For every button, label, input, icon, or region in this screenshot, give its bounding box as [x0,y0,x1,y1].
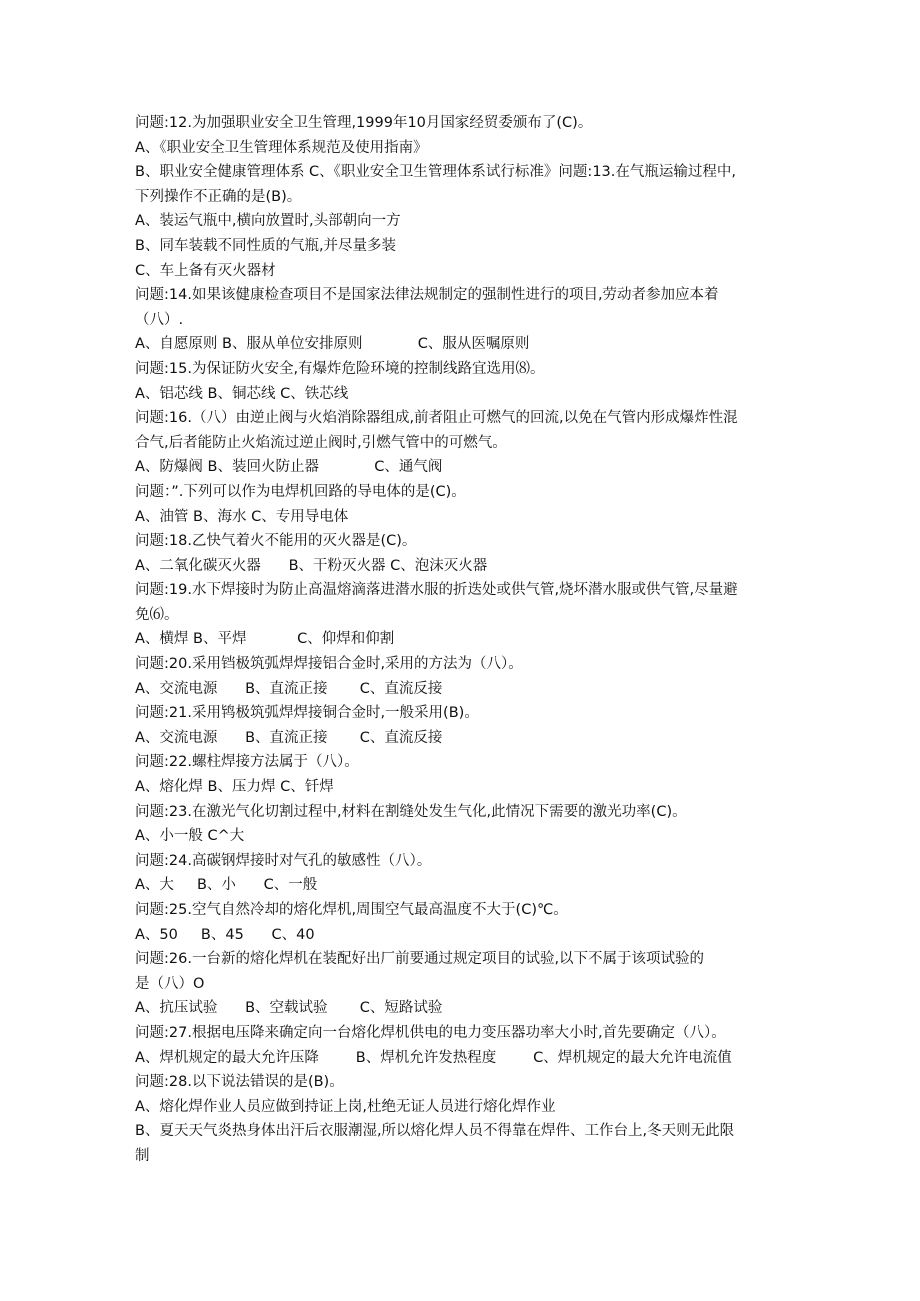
text-line: C、车上备有灭火器材 [135,262,276,279]
text-line: A、铝芯线 B、铜芯线 C、铁芯线 [135,385,349,402]
text-line: 问题:15.为保证防火安全,有爆炸危险环境的控制线路宜选用⑻。 [135,360,545,377]
text-line: B、夏天天气炎热身体出汗后衣服潮湿,所以熔化焊人员不得靠在焊件、工作台上,冬天则无此限 [135,1123,735,1140]
text-line: 问题:20.采用铛极筑弧焊焊接铝合金时,采用的方法为（八）。 [135,656,523,673]
document-body [135,111,785,1169]
text-line: A、小一般 C^大 [135,828,245,845]
text-line: 是（八）O [135,975,205,992]
text-line: A、大 B、小 C、一般 [135,877,318,894]
text-line: 问题:19.水下焊接时为防止高温熔滴落进潜水服的折迭处或供气管,烧坏潜水服或供气管,尽量避 [135,582,738,599]
text-line: B、同车装载不同性质的气瓶,并尽量多装 [135,237,397,254]
text-line: A、熔化焊 B、压力焊 C、钎焊 [135,779,334,796]
text-line: 问题:16.（八）由逆止阀与火焰消除器组成,前者阻止可燃气的回流,以免在气管内形成爆炸性混 [135,410,738,427]
text-line: 问题:18.乙快气着火不能用的灭火器是(C)。 [135,533,417,550]
text-line: 下列操作不正确的是(B)。 [135,188,302,205]
text-line: A、交流电源 B、直流正接 C、直流反接 [135,729,443,746]
text-line: 问题:25.空气自然冷却的熔化焊机,周围空气最高温度不大于(C)℃。 [135,902,568,918]
text-line: A、抗压试验 B、空载试验 C、短路试验 [135,1000,443,1017]
text-line: A、《职业安全卫生管理体系规范及使用指南》 [135,139,428,156]
text-line: A、自愿原则 B、服从单位安排原则 C、服从医嘱原则 [135,336,530,353]
text-line: 问题:24.高碳钢焊接时对气孔的敏感性（八）。 [135,852,432,869]
text-line: A、交流电源 B、直流正接 C、直流反接 [135,680,443,697]
text-line: 问题:14.如果该健康检查项目不是国家法律法规制定的强制性进行的项目,劳动者参加应本着 [135,287,719,304]
text-line: A、装运气瓶中,横向放置时,头部朝向一方 [135,213,401,230]
text-line: A、焊机规定的最大允许压降 B、焊机允许发热程度 C、焊机规定的最大允许电流值 [135,1049,732,1066]
text-line: A、横焊 B、平焊 C、仰焊和仰割 [135,631,395,648]
text-line: 问题:12.为加强职业安全卫生管理,1999年10月国家经贸委颁布了(C)。 [135,115,593,131]
text-line: 制 [135,1147,150,1164]
text-line: 问题:22.螺柱焊接方法属于（八）。 [135,754,359,771]
text-line: A、熔化焊作业人员应做到持证上岗,杜绝无证人员进行熔化焊作业 [135,1098,556,1115]
text-line: A、二氧化碳灭火器 B、干粉灭火器 C、泡沫灭火器 [135,557,488,574]
text-line: 问题:27.根据电压降来确定向一台熔化焊机供电的电力变压器功率大小时,首先要确定（八）。 [135,1024,726,1041]
text-line: （八）. [135,311,184,328]
text-line: 问题：”.下列可以作为电焊机回路的导电体的是(C)。 [135,483,466,500]
text-line: A、油管 B、海水 C、专用导电体 [135,508,349,525]
text-line: A、50 B、45 C、40 [135,926,315,943]
text-line: 问题:26.一台新的熔化焊机在装配好出厂前要通过规定项目的试验,以下不属于该项试验的 [135,951,705,968]
text-line: 免⑹。 [135,606,179,623]
text-line: 合气,后者能防止火焰流过逆止阀时,引燃气管中的可燃气。 [135,434,507,451]
text-line: 问题:21.采用鸨极筑弧焊焊接铜合金时,一般采用(B)。 [135,705,479,722]
text-line: 问题:23.在激光气化切割过程中,材料在割缝处发生气化,此情况下需要的激光功率(C)。 [135,803,687,820]
text-line: A、防爆阀 B、装回火防止器 C、通气阀 [135,459,443,476]
text-line: B、职业安全健康管理体系 C、《职业安全卫生管理体系试行标准》问题:13.在气瓶运输过程中, [135,164,736,181]
text-line: 问题:28.以下说法错误的是(B)。 [135,1074,344,1091]
